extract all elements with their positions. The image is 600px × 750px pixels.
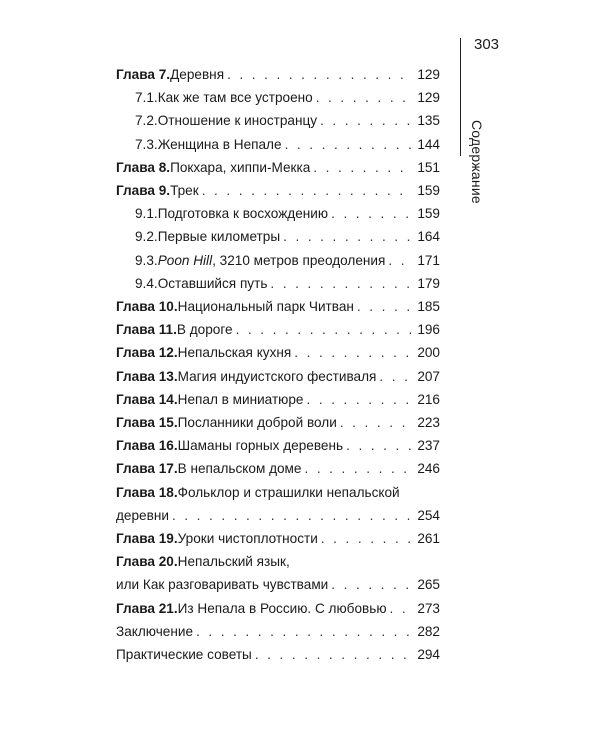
page-ref: 207 [417, 368, 440, 384]
dot-leader [331, 202, 413, 225]
entry-title: В непальском доме [177, 461, 302, 477]
chapter-label: Глава 8. [116, 159, 171, 175]
toc-entry[interactable] [116, 318, 440, 341]
entry-title: Непальский язык, [177, 554, 290, 570]
chapter-label: Глава 21. [116, 600, 178, 616]
toc-entry[interactable] [116, 573, 440, 596]
chapter-label: Глава 14. [116, 391, 178, 407]
chapter-label: Глава 12. [116, 345, 178, 361]
entry-title: Как же там все устроено [157, 90, 313, 106]
entry-title: Из Непала в Россию. С любовью [177, 600, 387, 616]
entry-title: Подготовка к восхождению [157, 206, 329, 222]
page-ref: 246 [417, 461, 440, 477]
entry-title: Женщина в Непале [157, 136, 282, 152]
section-number: 9.3. [135, 252, 158, 268]
entry-title: Непальская кухня [177, 345, 292, 361]
dot-leader [285, 133, 413, 156]
chapter-label: Глава 19. [116, 531, 178, 547]
page-ref: 151 [417, 159, 440, 175]
entry-title: В дороге [176, 322, 233, 338]
section-number: 9.2. [135, 229, 158, 245]
entry-title: Уроки чистоплотности [177, 531, 318, 547]
toc-entry[interactable] [116, 365, 440, 388]
page-ref: 196 [417, 322, 440, 338]
dot-leader [294, 341, 413, 364]
page-ref: 254 [417, 507, 440, 523]
toc-entry[interactable] [116, 527, 440, 550]
dot-leader [255, 643, 413, 666]
page-ref: 282 [417, 623, 440, 639]
toc-entry[interactable] [116, 86, 440, 109]
dot-leader [316, 86, 413, 109]
page-ref: 237 [417, 438, 440, 454]
page-ref: 265 [417, 577, 440, 593]
section-number: 7.1. [135, 90, 158, 106]
page-ref: 159 [417, 183, 440, 199]
page-ref: 164 [417, 229, 440, 245]
entry-title: Трек [170, 183, 199, 199]
entry-title: Национальный парк Читван [177, 299, 354, 315]
chapter-label: Глава 18. [116, 484, 178, 500]
entry-title: Шаманы горных деревень [177, 438, 344, 454]
dot-leader [313, 156, 413, 179]
table-of-contents [116, 63, 440, 666]
entry-title: или Как разговаривать чувствами [116, 577, 329, 593]
dot-leader [236, 318, 413, 341]
entry-title: Отношение к иностранцу [157, 113, 318, 129]
page-ref: 129 [417, 90, 440, 106]
chapter-label: Глава 7. [116, 67, 171, 82]
page-ref: 171 [417, 252, 440, 268]
page-ref: 129 [417, 67, 440, 82]
toc-entry[interactable] [116, 457, 440, 480]
entry-title: Практические советы [116, 647, 252, 663]
entry-title: Оставшийся путь [157, 275, 268, 291]
toc-entry[interactable] [116, 133, 440, 156]
toc-entry[interactable] [116, 225, 440, 248]
chapter-label: Глава 15. [116, 415, 178, 431]
toc-entry[interactable] [116, 550, 440, 573]
entry-title: деревни [116, 507, 169, 523]
chapter-label: Глава 16. [116, 438, 178, 454]
page-ref: 185 [417, 299, 440, 315]
chapter-label: Глава 11. [116, 322, 177, 338]
chapter-label: Глава 20. [116, 554, 178, 570]
toc-entry[interactable] [116, 179, 440, 202]
dot-leader [379, 365, 413, 388]
toc-entry[interactable] [116, 411, 440, 434]
toc-entry[interactable] [116, 156, 440, 179]
toc-entry[interactable] [116, 504, 440, 527]
page-ref: 159 [417, 206, 440, 222]
toc-entry[interactable] [116, 249, 440, 272]
toc-entry[interactable] [116, 202, 440, 225]
dot-leader [307, 388, 414, 411]
toc-entry[interactable] [116, 597, 440, 620]
entry-title: , 3210 метров преодоления [212, 252, 386, 268]
entry-title: Деревня [170, 67, 225, 82]
page-ref: 200 [417, 345, 440, 361]
dot-leader [390, 597, 413, 620]
toc-entry[interactable] [116, 341, 440, 364]
chapter-label: Глава 17. [116, 461, 178, 477]
toc-entry[interactable] [116, 388, 440, 411]
page-number: 303 [474, 36, 500, 53]
chapter-label: Глава 10. [116, 299, 178, 315]
page-ref: 294 [417, 647, 440, 663]
page-ref: 216 [417, 391, 440, 407]
toc-entry[interactable] [116, 109, 440, 132]
entry-title: Непал в миниатюре [177, 391, 304, 407]
toc-entry[interactable] [116, 620, 440, 643]
side-rule [460, 38, 461, 156]
dot-leader [227, 63, 413, 86]
page-ref: 273 [417, 600, 440, 616]
dot-leader [270, 272, 413, 295]
entry-title: Покхара, хиппи-Мекка [170, 159, 311, 175]
dot-leader [346, 434, 413, 457]
section-number: 9.1. [135, 206, 158, 222]
chapter-label: Глава 9. [116, 183, 171, 199]
entry-title: Посланники доброй воли [177, 415, 337, 431]
section-title-vertical: Содержание [469, 120, 485, 204]
dot-leader [196, 620, 413, 643]
page-ref: 223 [417, 415, 440, 431]
dot-leader [321, 527, 413, 550]
page-ref: 261 [417, 531, 440, 547]
dot-leader [340, 411, 413, 434]
page-ref: 135 [417, 113, 440, 129]
toc-entry[interactable] [116, 643, 440, 666]
dot-leader [283, 225, 413, 248]
dot-leader [320, 109, 413, 132]
entry-title: Фольклор и страшилки непальской [177, 484, 400, 500]
toc-entry[interactable] [116, 272, 440, 295]
page-ref: 179 [417, 275, 440, 291]
page-ref: 144 [417, 136, 440, 152]
toc-entry[interactable] [116, 434, 440, 457]
section-number: 9.4. [135, 275, 158, 291]
dot-leader [202, 179, 413, 202]
entry-title: Магия индуистского фестиваля [177, 368, 377, 384]
section-number: 7.2. [135, 113, 158, 129]
entry-title-italic: Poon Hill [157, 252, 213, 268]
dot-leader [304, 457, 413, 480]
section-number: 7.3. [135, 136, 158, 152]
dot-leader [331, 573, 413, 596]
toc-entry[interactable] [116, 481, 440, 504]
entry-title: Заключение [116, 623, 194, 639]
dot-leader [172, 504, 413, 527]
entry-title: Первые километры [157, 229, 281, 245]
chapter-label: Глава 13. [116, 368, 178, 384]
toc-entry[interactable] [116, 63, 440, 86]
dot-leader [388, 249, 413, 272]
dot-leader [357, 295, 413, 318]
toc-entry[interactable] [116, 295, 440, 318]
